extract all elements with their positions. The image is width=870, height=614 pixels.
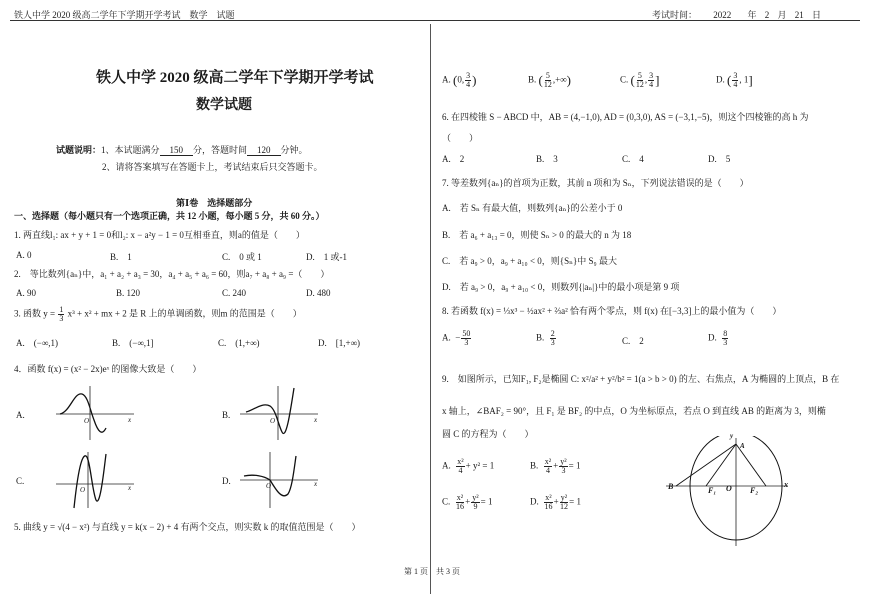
- q5-a-den: 4: [466, 80, 471, 89]
- q9-c-label: C.: [442, 496, 451, 507]
- exam-date-label: 考试时间：: [652, 10, 698, 20]
- q9-line-ab: [676, 444, 736, 486]
- q2-option-a: A. 90: [16, 288, 36, 298]
- exam-day-suffix: 日: [812, 10, 822, 20]
- q5-d-label: D.: [716, 74, 725, 85]
- instructions-label: 试题说明：: [56, 145, 102, 155]
- q9-b-n1: x²: [544, 457, 552, 466]
- q9-c-n2: y²: [472, 493, 479, 502]
- q7-option-c: C. 若 a₉ > 0，a₉ + a₁₀ < 0，则{Sₙ}中 S₉ 最大: [442, 256, 617, 266]
- q6-stem: 6. 在四棱锥 S − ABCD 中，AB = (4,−1,0), AD = (0,3,0), AS = (−3,1,−5)，则这个四棱锥的高 h 为: [442, 112, 809, 122]
- q8-b-frac: [550, 330, 556, 347]
- q5-option-b: B. ( $\frac{5}{12}$ ,+∞): [528, 71, 571, 89]
- instructions-text-a: 1、本试题满分: [101, 145, 160, 155]
- q9-b-label: B.: [530, 460, 539, 471]
- q1-stem: 1. 两直线l₁: ax + y + 1 = 0和l₂: x − a²y − 1 = 0互相垂直，则a的值是（ ）: [14, 230, 305, 240]
- header-rule: [10, 20, 860, 21]
- q5-stem: 5. 曲线 y = √(4 − x²) 与直线 y = k(x − 2) + 4 有两个交点，则实数 k 的取值范围是（ ）: [14, 522, 361, 532]
- q5-a-label: A.: [442, 74, 451, 85]
- q8-a-sign: −: [455, 332, 461, 343]
- q3-option-b: B. (−∞,1]: [112, 338, 154, 348]
- q9-d-d1: 16: [544, 502, 553, 511]
- q4-graph-d: [240, 450, 320, 510]
- q8-d-frac: [722, 330, 728, 347]
- q8-b-num: 2: [550, 329, 555, 338]
- q9-line-af2: [736, 444, 766, 486]
- q9-a-n1: x²: [457, 457, 464, 466]
- q5-d-num: 3: [733, 71, 738, 80]
- exam-month: 2: [759, 10, 776, 21]
- q8-a-num: 50: [462, 329, 471, 338]
- q8-option-d: [708, 330, 729, 347]
- volume-heading: 第Ⅰ卷 选择题部分: [176, 198, 253, 208]
- q9-a-tail: + y² = 1: [465, 460, 495, 471]
- q7-option-d: D. 若 a₉ > 0，a₉ + a₁₀ < 0，则数列{|aₙ|}中的最小项是第 9 项: [442, 282, 680, 292]
- section-heading: 一、选择题（每小题只有一个选项正确，共 12 小题，每小题 5 分，共 60 分。）: [14, 211, 325, 221]
- q5-b-tail: ,+∞: [552, 74, 567, 85]
- instructions-text-c: 分钟。: [280, 145, 308, 155]
- q1-option-b: B. 1: [110, 252, 132, 262]
- q9-d-frac1: [544, 494, 552, 511]
- q9-d-d2: 12: [559, 502, 568, 511]
- q2-option-b: B. 120: [116, 288, 141, 298]
- q4-c-origin: O: [80, 486, 86, 494]
- q3-option-a: A. (−∞,1): [16, 338, 58, 348]
- exam-year-suffix: 年: [747, 10, 757, 20]
- q9-d-n1: x²: [545, 493, 552, 502]
- q9-c-d2: 9: [473, 502, 478, 511]
- q7-option-a: A. 若 Sₙ 有最大值，则数列{aₙ}的公差小于 0: [442, 203, 623, 213]
- instructions-line2: 2、请将答案填写在答题卡上，考试结束后只交答题卡。: [102, 162, 323, 172]
- instructions-text-b: 分，答题时间: [193, 145, 248, 155]
- q9-option-b: B. $\frac{\text{x²}}{4}$ + $\frac{\text{y²}}{3}$ = 1: [530, 457, 581, 475]
- q9-fig-x: x: [784, 480, 788, 489]
- q8-b-den: 3: [550, 338, 555, 347]
- total-score: 150: [160, 145, 194, 156]
- q9-fig-a: A: [740, 442, 745, 450]
- q5-c-num1: 5: [637, 71, 642, 80]
- q9-fig-o: O: [726, 484, 732, 493]
- q7-stem: 7. 等差数列{aₙ}的首项为正数，其前 n 项和为 Sₙ，下列说法错误的是（ ）: [442, 178, 749, 188]
- q9-c-tail: = 1: [480, 496, 493, 507]
- q4-a-x: x: [128, 416, 132, 424]
- q8-d-num: 8: [723, 329, 728, 338]
- q2-option-c: C. 240: [222, 288, 247, 298]
- q9-a-label: A.: [442, 460, 451, 471]
- exam-minutes: 120: [247, 145, 281, 156]
- q4-b-origin: O: [270, 417, 276, 425]
- q9-b-frac2: [559, 458, 567, 475]
- q9-line-af1: [706, 444, 736, 486]
- q5-c-frac2: [648, 72, 654, 89]
- q5-a-frac: [465, 72, 471, 89]
- q3-option-d: D. [1,+∞): [318, 338, 360, 348]
- q1-option-c: C. 0 或 1: [222, 252, 262, 262]
- q1-option-a: A. 0: [16, 250, 32, 260]
- q9-fig-f1: F₁: [708, 486, 717, 495]
- q9-b-tail: = 1: [568, 460, 581, 471]
- q8-d-label: D.: [708, 332, 717, 343]
- q9-option-a: [442, 458, 494, 475]
- q4-label-c: C.: [16, 476, 25, 486]
- paper-subtitle: 数学试题: [196, 98, 252, 113]
- q4-label-b: B.: [222, 410, 231, 420]
- q4-d-x: x: [314, 480, 318, 488]
- q5-a-num: 3: [466, 71, 471, 80]
- q9-c-frac2: [471, 494, 479, 511]
- q9-a-frac: [456, 458, 464, 475]
- q9-b-d1: 4: [545, 466, 550, 475]
- q1-option-d: D. 1 或-1: [306, 252, 347, 262]
- q8-b-label: B.: [536, 332, 545, 343]
- q8-stem: 8. 若函数 f(x) = ⅓x³ − ½ax² + ⅔a² 恰有两个零点，则 f(x) 在[−3,3]上的最小值为（ ）: [442, 306, 782, 316]
- q4-b-x: x: [314, 416, 318, 424]
- q9-line3: 圆 C 的方程为（ ）: [442, 429, 534, 439]
- q9-a-d1: 4: [458, 466, 463, 475]
- q5-c-label: C.: [620, 74, 629, 85]
- q9-b-frac1: [544, 458, 552, 475]
- q3-stem-b: x³ + x² + mx + 2 是 R 上的单调函数，则m 的范围是（ ）: [67, 308, 302, 319]
- q4-graph-c: [56, 450, 136, 510]
- q4-c-x: x: [128, 484, 132, 492]
- q6-paren: （ ）: [442, 133, 479, 143]
- q9-fig-y: y: [730, 432, 734, 440]
- q3-frac-den: 3: [59, 314, 64, 323]
- q9-d-n2: y²: [560, 493, 568, 502]
- q8-option-b: [536, 330, 557, 347]
- q9-b-n2: y²: [560, 457, 567, 466]
- q9-line1: 9. 如图所示，已知F₁, F₂是椭圆 C: x²/a² + y²/b² = 1(a > b > 0) 的左、右焦点，A 为椭圆的上顶点，B 在: [442, 374, 840, 384]
- q9-d-frac2: [560, 494, 568, 511]
- instructions-line1: [56, 143, 308, 156]
- q8-d-den: 3: [723, 338, 728, 347]
- q5-option-a: A. (0, $\frac{3}{4}$ ): [442, 71, 477, 89]
- q9-option-d: D. $\frac{\text{x²}}{16}$ + $\frac{\text{y²}}{12}$ = 1: [530, 493, 581, 511]
- q6-option-a: A. 2: [442, 154, 465, 164]
- q9-c-d1: 16: [455, 502, 464, 511]
- q5-option-c: C. ( $\frac{5}{12}$ , $\frac{3}{4}$ ]: [620, 71, 660, 89]
- q9-b-d2: 3: [561, 466, 566, 475]
- q6-option-d: D. 5: [708, 154, 731, 164]
- q9-line2: x 轴上，∠BAF₂ = 90°，且 F₁ 是 BF₂ 的中点，O 为坐标原点，若点 O 到直线 AB 的距离为 3，则椭: [442, 406, 826, 416]
- q5-b-label: B.: [528, 74, 537, 85]
- q3-fraction: [58, 306, 64, 323]
- page-footer: 第 1 页 共 3 页: [404, 567, 460, 576]
- q9-d-tail: = 1: [569, 496, 581, 507]
- q9-d-label: D.: [530, 496, 539, 507]
- q4-d-origin: O: [266, 482, 272, 490]
- paper-title: 铁人中学 2020 级高二学年下学期开学考试: [96, 70, 374, 86]
- q9-fig-b: B: [668, 482, 674, 491]
- q5-d-tail: 1: [743, 74, 749, 85]
- q3-stem-a: 3. 函数 y =: [14, 308, 56, 319]
- q6-option-c: C. 4: [622, 154, 644, 164]
- q9-c-frac1: [456, 494, 464, 511]
- q5-b-num: 5: [545, 71, 550, 80]
- q8-option-a: [442, 330, 472, 347]
- q8-a-den: 3: [464, 338, 469, 347]
- column-divider: [430, 24, 431, 594]
- q5-b-den: 12: [543, 80, 552, 89]
- q3-frac-num: 1: [59, 305, 64, 314]
- exam-year: 2022: [699, 10, 745, 21]
- q9-option-c: C. $\frac{\text{x²}}{16}$ + $\frac{\text{y²}}{9}$ = 1: [442, 493, 493, 511]
- q9-c-n1: x²: [456, 493, 464, 502]
- q8-a-label: A.: [442, 332, 451, 343]
- exam-day: 21: [789, 10, 810, 21]
- q5-d-den: 4: [733, 80, 738, 89]
- q3-stem: [14, 306, 302, 323]
- q8-a-frac: [461, 330, 471, 347]
- q5-b-frac: [544, 72, 552, 89]
- q4-label-a: A.: [16, 410, 25, 420]
- q2-option-d: D. 480: [306, 288, 331, 298]
- q2-stem: 2. 等比数列{aₙ}中，a₁ + a₂ + a₃ = 30，a₄ + a₅ + a₆ = 60，则a₇ + a₈ + a₉ =（ ）: [14, 269, 330, 279]
- q5-c-den2: 4: [649, 80, 654, 89]
- q4-a-origin: O: [84, 417, 90, 425]
- q5-d-frac: [732, 72, 738, 89]
- q5-c-den1: 12: [635, 80, 644, 89]
- q4-graph-a: [56, 384, 136, 442]
- exam-month-suffix: 月: [777, 10, 787, 20]
- q4-stem: 4．函数 f(x) = (x² − 2x)eˣ 的图像大致是（ ）: [14, 364, 202, 374]
- q4-graph-b: [240, 384, 320, 442]
- q9-fig-f2: F₂: [750, 486, 759, 495]
- header-title: 铁人中学 2020 级高二学年下学期开学考试 数学 试题: [14, 10, 235, 20]
- q7-option-b: B. 若 a₆ + a₁₃ = 0，则使 Sₙ > 0 的最大的 n 为 18: [442, 230, 632, 240]
- q6-option-b: B. 3: [536, 154, 558, 164]
- q5-c-num2: 3: [649, 71, 654, 80]
- q5-option-d: D. ( $\frac{3}{4}$ , 1]: [716, 71, 753, 89]
- q5-c-frac1: [636, 72, 644, 89]
- q3-option-c: C. (1,+∞): [218, 338, 260, 348]
- q8-option-c: C. 2: [622, 336, 644, 346]
- q4-label-d: D.: [222, 476, 231, 486]
